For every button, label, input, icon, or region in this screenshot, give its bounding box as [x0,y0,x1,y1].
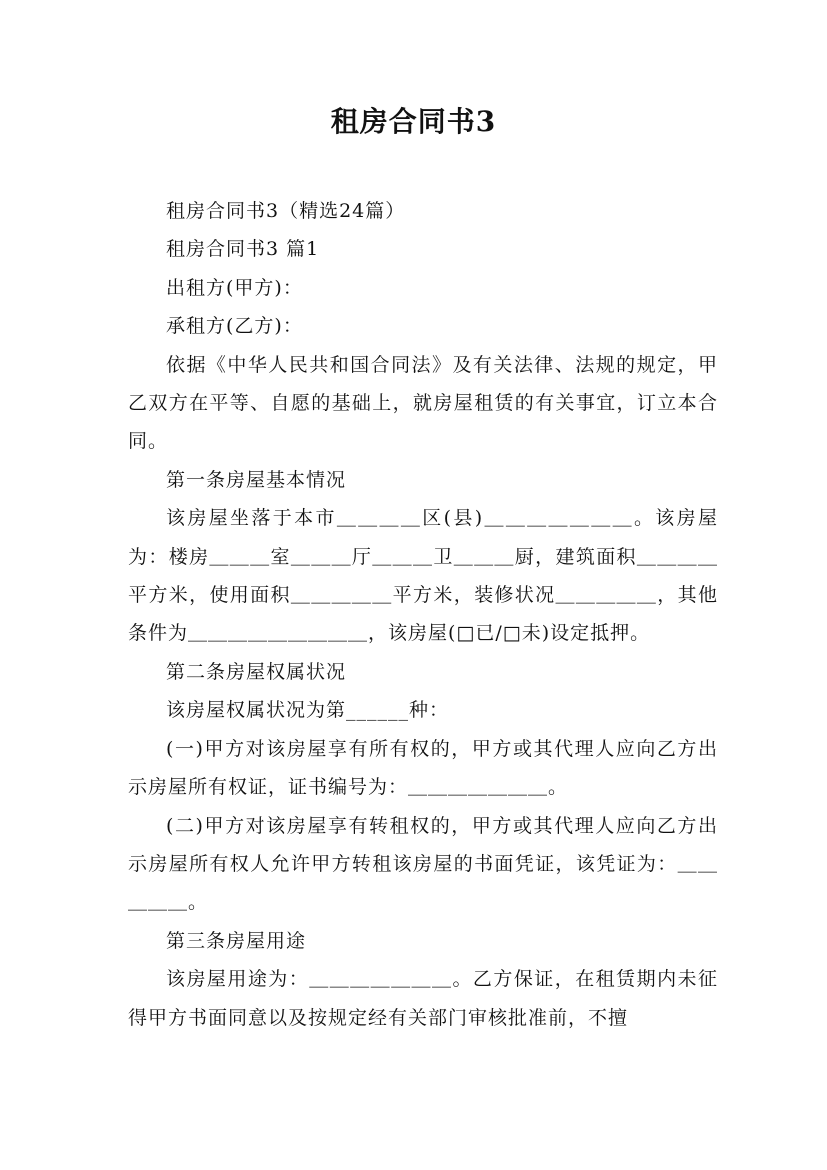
article-3-heading: 第三条房屋用途 [166,929,307,952]
article-2-heading: 第二条房屋权属状况 [166,660,347,683]
article-2-item-2: (二)甲方对该房屋享有转租权的，甲方或其代理人应向乙方出示房屋所有权人允许甲方转租该房屋的书面凭证，该凭证为：＿＿＿＿＿。 [128,814,718,914]
paragraph-preamble: 依据《中华人民共和国合同法》及有关法律、法规的规定，甲乙双方在平等、自愿的基础上，就房屋租赁的有关事宜，订立本合同。 [128,353,718,453]
paragraph-lessee: 承租方(乙方)： [166,315,303,338]
article-1-body: 该房屋坐落于本市＿＿＿＿区(县)＿＿＿＿＿＿＿。该房屋为：楼房＿＿＿室＿＿＿厅＿＿＿卫＿＿＿厨，建筑面积＿＿＿＿平方米，使用面积＿＿＿＿＿平方米，装修状况＿＿＿＿＿，其他条件为＿＿＿＿＿＿＿＿＿，该房屋(□已/□未)设定抵押。 [128,507,718,645]
document-title: 租房合同书3 [330,105,497,138]
article-2-item-1: (一)甲方对该房屋享有所有权的，甲方或其代理人应向乙方出示房屋所有权证，证书编号为：＿＿＿＿＿＿＿。 [128,737,718,799]
paragraph-subtitle: 租房合同书3（精选24篇） [166,200,406,222]
article-2-intro: 该房屋权属状况为第______种： [166,699,450,722]
article-1-heading: 第一条房屋基本情况 [166,468,347,491]
document-body [128,192,718,1037]
paragraph-section-heading: 租房合同书3 篇1 [166,238,320,261]
paragraph-lessor: 出租方(甲方)： [166,276,303,299]
article-3-body: 该房屋用途为：＿＿＿＿＿＿＿。乙方保证，在租赁期内未征得甲方书面同意以及按规定经有关部门审核批准前，不擅 [128,968,718,1029]
